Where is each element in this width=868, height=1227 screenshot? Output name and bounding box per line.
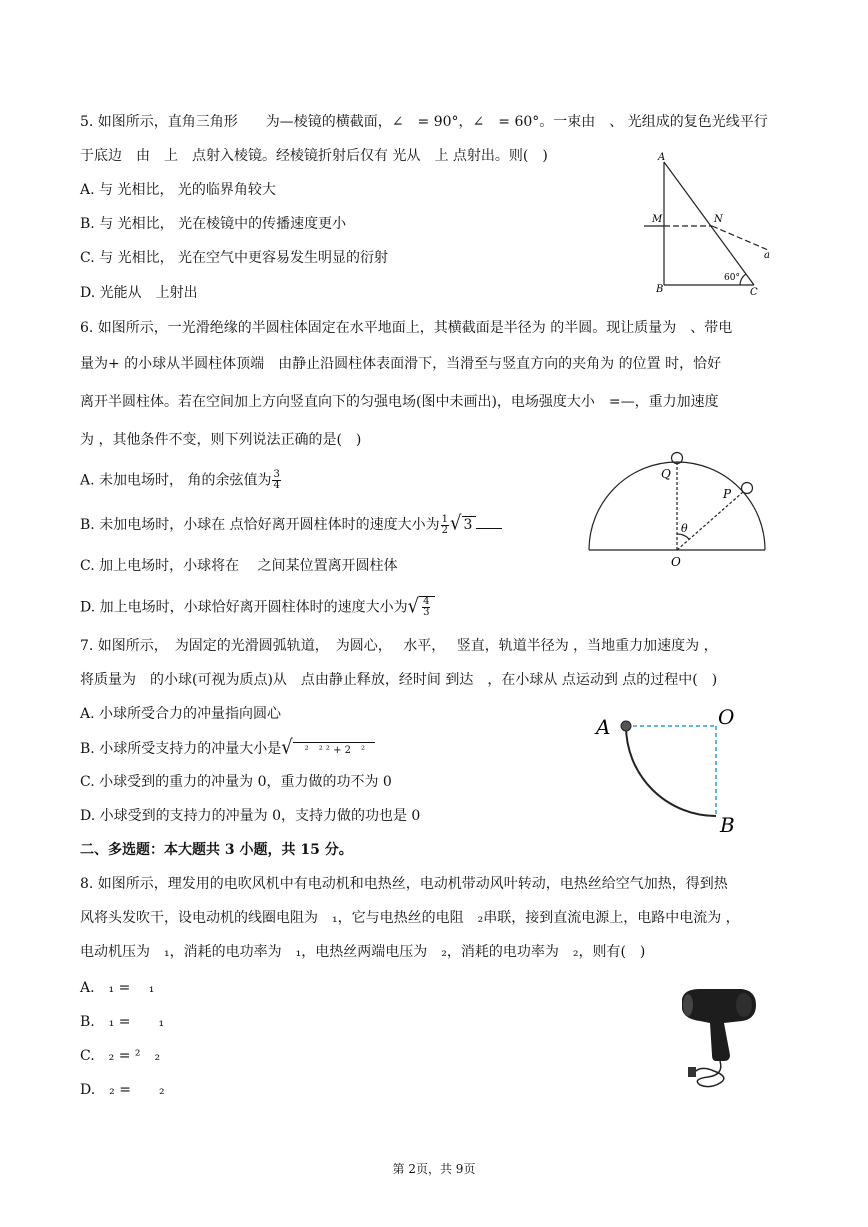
q6-option-d-radicand: $\frac{4}{3}$ bbox=[419, 596, 435, 618]
label-b: B bbox=[720, 813, 735, 837]
q6-semicircle-figure bbox=[585, 448, 775, 573]
q6-option-a-text: A. 未加电场时， 角的余弦值为 bbox=[80, 472, 272, 489]
q8-option-d[interactable]: D. ₂ = ₂ bbox=[80, 1082, 165, 1098]
section-heading: 二、多选题：本大题共 3 小题，共 15 分。 bbox=[80, 842, 353, 858]
q6-option-d-text: D. 加上电场时，小球恰好离开圆柱体时的速度大小为 bbox=[80, 599, 408, 616]
q7-option-b-radicand: ² ² ² + 2 ² bbox=[293, 742, 375, 759]
q6-option-a[interactable] bbox=[80, 470, 282, 491]
q7-option-b[interactable] bbox=[80, 735, 375, 759]
radius-to-p bbox=[677, 492, 743, 550]
q6-option-d[interactable] bbox=[80, 596, 435, 618]
label-ray-a: a bbox=[764, 250, 770, 261]
label-p: P bbox=[723, 487, 732, 501]
q5-option-c[interactable]: C. 与 光相比， 光在空气中更容易发生明显的衍射 bbox=[80, 250, 389, 266]
dryer-back bbox=[736, 993, 752, 1017]
arc-track bbox=[626, 726, 716, 816]
q7-option-a[interactable]: A. 小球所受合力的冲量指向圆心 bbox=[80, 706, 282, 722]
q6-stem-line2: 量为+ 的小球从半圆柱体顶端 由静止沿圆柱体表面滑下，当滑至与竖直方向的夹角为 的位置 时，恰好 bbox=[80, 356, 722, 372]
hair-dryer-image bbox=[680, 985, 760, 1090]
q5-stem-line2: 于底边 由 上 点射入棱镜。经棱镜折射后仅有 光从 上 点射出。则( ) bbox=[80, 148, 548, 164]
q5-option-a[interactable]: A. 与 光相比， 光的临界角较大 bbox=[80, 182, 276, 198]
page-footer: 第 2页，共 9页 bbox=[392, 1162, 476, 1176]
q7-stem-line1: 7. 如图所示， 为固定的光滑圆弧轨道， 为圆心， 水平， 竖直，轨道半径为 ，当地重力加速度为 ， bbox=[80, 638, 718, 654]
dryer-cord bbox=[694, 1061, 724, 1087]
radical-sign: √ bbox=[281, 735, 293, 759]
label-a: A bbox=[658, 152, 666, 163]
label-theta: θ bbox=[681, 522, 688, 535]
label-m: M bbox=[652, 214, 663, 225]
q6-option-b-text: B. 未加电场时，小球在 点恰好离开圆柱体时的速度大小为 bbox=[80, 517, 440, 533]
dryer-plug bbox=[688, 1067, 696, 1077]
label-o: O bbox=[671, 555, 681, 569]
label-o: O bbox=[718, 705, 735, 729]
radical-sign: √ bbox=[407, 594, 420, 618]
q8-stem-line3: 电动机压为 ₁，消耗的电功率为 ₁，电热丝两端电压为 ₂，消耗的电功率为 ₂，则有( ) bbox=[80, 944, 646, 960]
label-q: Q bbox=[661, 467, 671, 481]
ball bbox=[621, 721, 631, 731]
q7-option-c[interactable]: C. 小球受到的重力的冲量为 0，重力做的功不为 0 bbox=[80, 774, 392, 790]
q6-option-b[interactable] bbox=[80, 511, 502, 536]
q6-option-b-fraction: $\frac{1}{2}$ bbox=[441, 513, 449, 536]
q8-stem-line1: 8. 如图所示，理发用的电吹风机中有电动机和电热丝，电动机带动风叶转动，电热丝给空气加热，得到热 bbox=[80, 876, 728, 892]
label-b: B bbox=[656, 284, 664, 295]
q7-option-b-text: B. 小球所受支持力的冲量大小是 bbox=[80, 741, 282, 757]
q5-option-b[interactable]: B. 与 光相比， 光在棱镜中的传播速度更小 bbox=[80, 216, 347, 232]
q5-option-d[interactable]: D. 光能从 上射出 bbox=[80, 285, 198, 301]
q6-stem-line1: 6. 如图所示，一光滑绝缘的半圆柱体固定在水平地面上，其横截面是半径为 的半圆。现让质量为 、带电 bbox=[80, 320, 733, 336]
q7-stem-line2: 将质量为 的小球(可视为质点)从 点由静止释放，经时间 到达 ，在小球从 点运动到 点的过程中( ) bbox=[80, 672, 718, 688]
q6-option-b-radicand: 3 bbox=[462, 516, 477, 533]
q5-prism-figure bbox=[640, 150, 770, 298]
emergent-ray bbox=[712, 226, 768, 250]
q6-stem-line4: 为 ，其他条件不变，则下列说法正确的是( ) bbox=[80, 432, 362, 448]
q8-option-b[interactable]: B. ₁ = ₁ bbox=[80, 1014, 165, 1030]
q5-stem-line1: 5. 如图所示，直角三角形 为—棱镜的横截面，∠ = 90°，∠ = 60°。一束由 、 光组成的复色光线平行 bbox=[80, 114, 768, 130]
q8-option-c[interactable]: C. ₂ = ² ₂ bbox=[80, 1048, 161, 1064]
prism-side-ac bbox=[664, 162, 754, 285]
label-c: C bbox=[750, 287, 758, 298]
label-n: N bbox=[714, 214, 723, 225]
label-60deg: 60° bbox=[724, 273, 740, 283]
q7-arc-track-figure bbox=[590, 700, 750, 840]
q8-option-a[interactable]: A. ₁ = ₁ bbox=[80, 980, 155, 996]
q6-option-a-fraction: $\frac{3}{4}$ bbox=[273, 469, 280, 491]
angle-arc bbox=[740, 274, 746, 285]
label-a: A bbox=[596, 715, 611, 739]
q6-stem-line3: 离开半圆柱体。若在空间加上方向竖直向下的匀强电场(图中未画出)，电场强度大小 =—，重力加速度 bbox=[80, 394, 719, 410]
semicircle-arc bbox=[589, 462, 765, 550]
q6-option-c[interactable]: C. 加上电场时，小球将在 之间某位置离开圆柱体 bbox=[80, 558, 398, 574]
radical-sign: √ bbox=[450, 511, 462, 535]
ball-at-p bbox=[742, 483, 753, 494]
q8-stem-line2: 风将头发吹干，设电动机的线圈电阻为 ₁，它与电热丝的电阻 ₂串联，接到直流电源上，电路中电流为 ， bbox=[80, 910, 740, 926]
dryer-nozzle bbox=[683, 994, 693, 1016]
q7-option-d[interactable]: D. 小球受到的支持力的冲量为 0，支持力做的功也是 0 bbox=[80, 808, 421, 824]
